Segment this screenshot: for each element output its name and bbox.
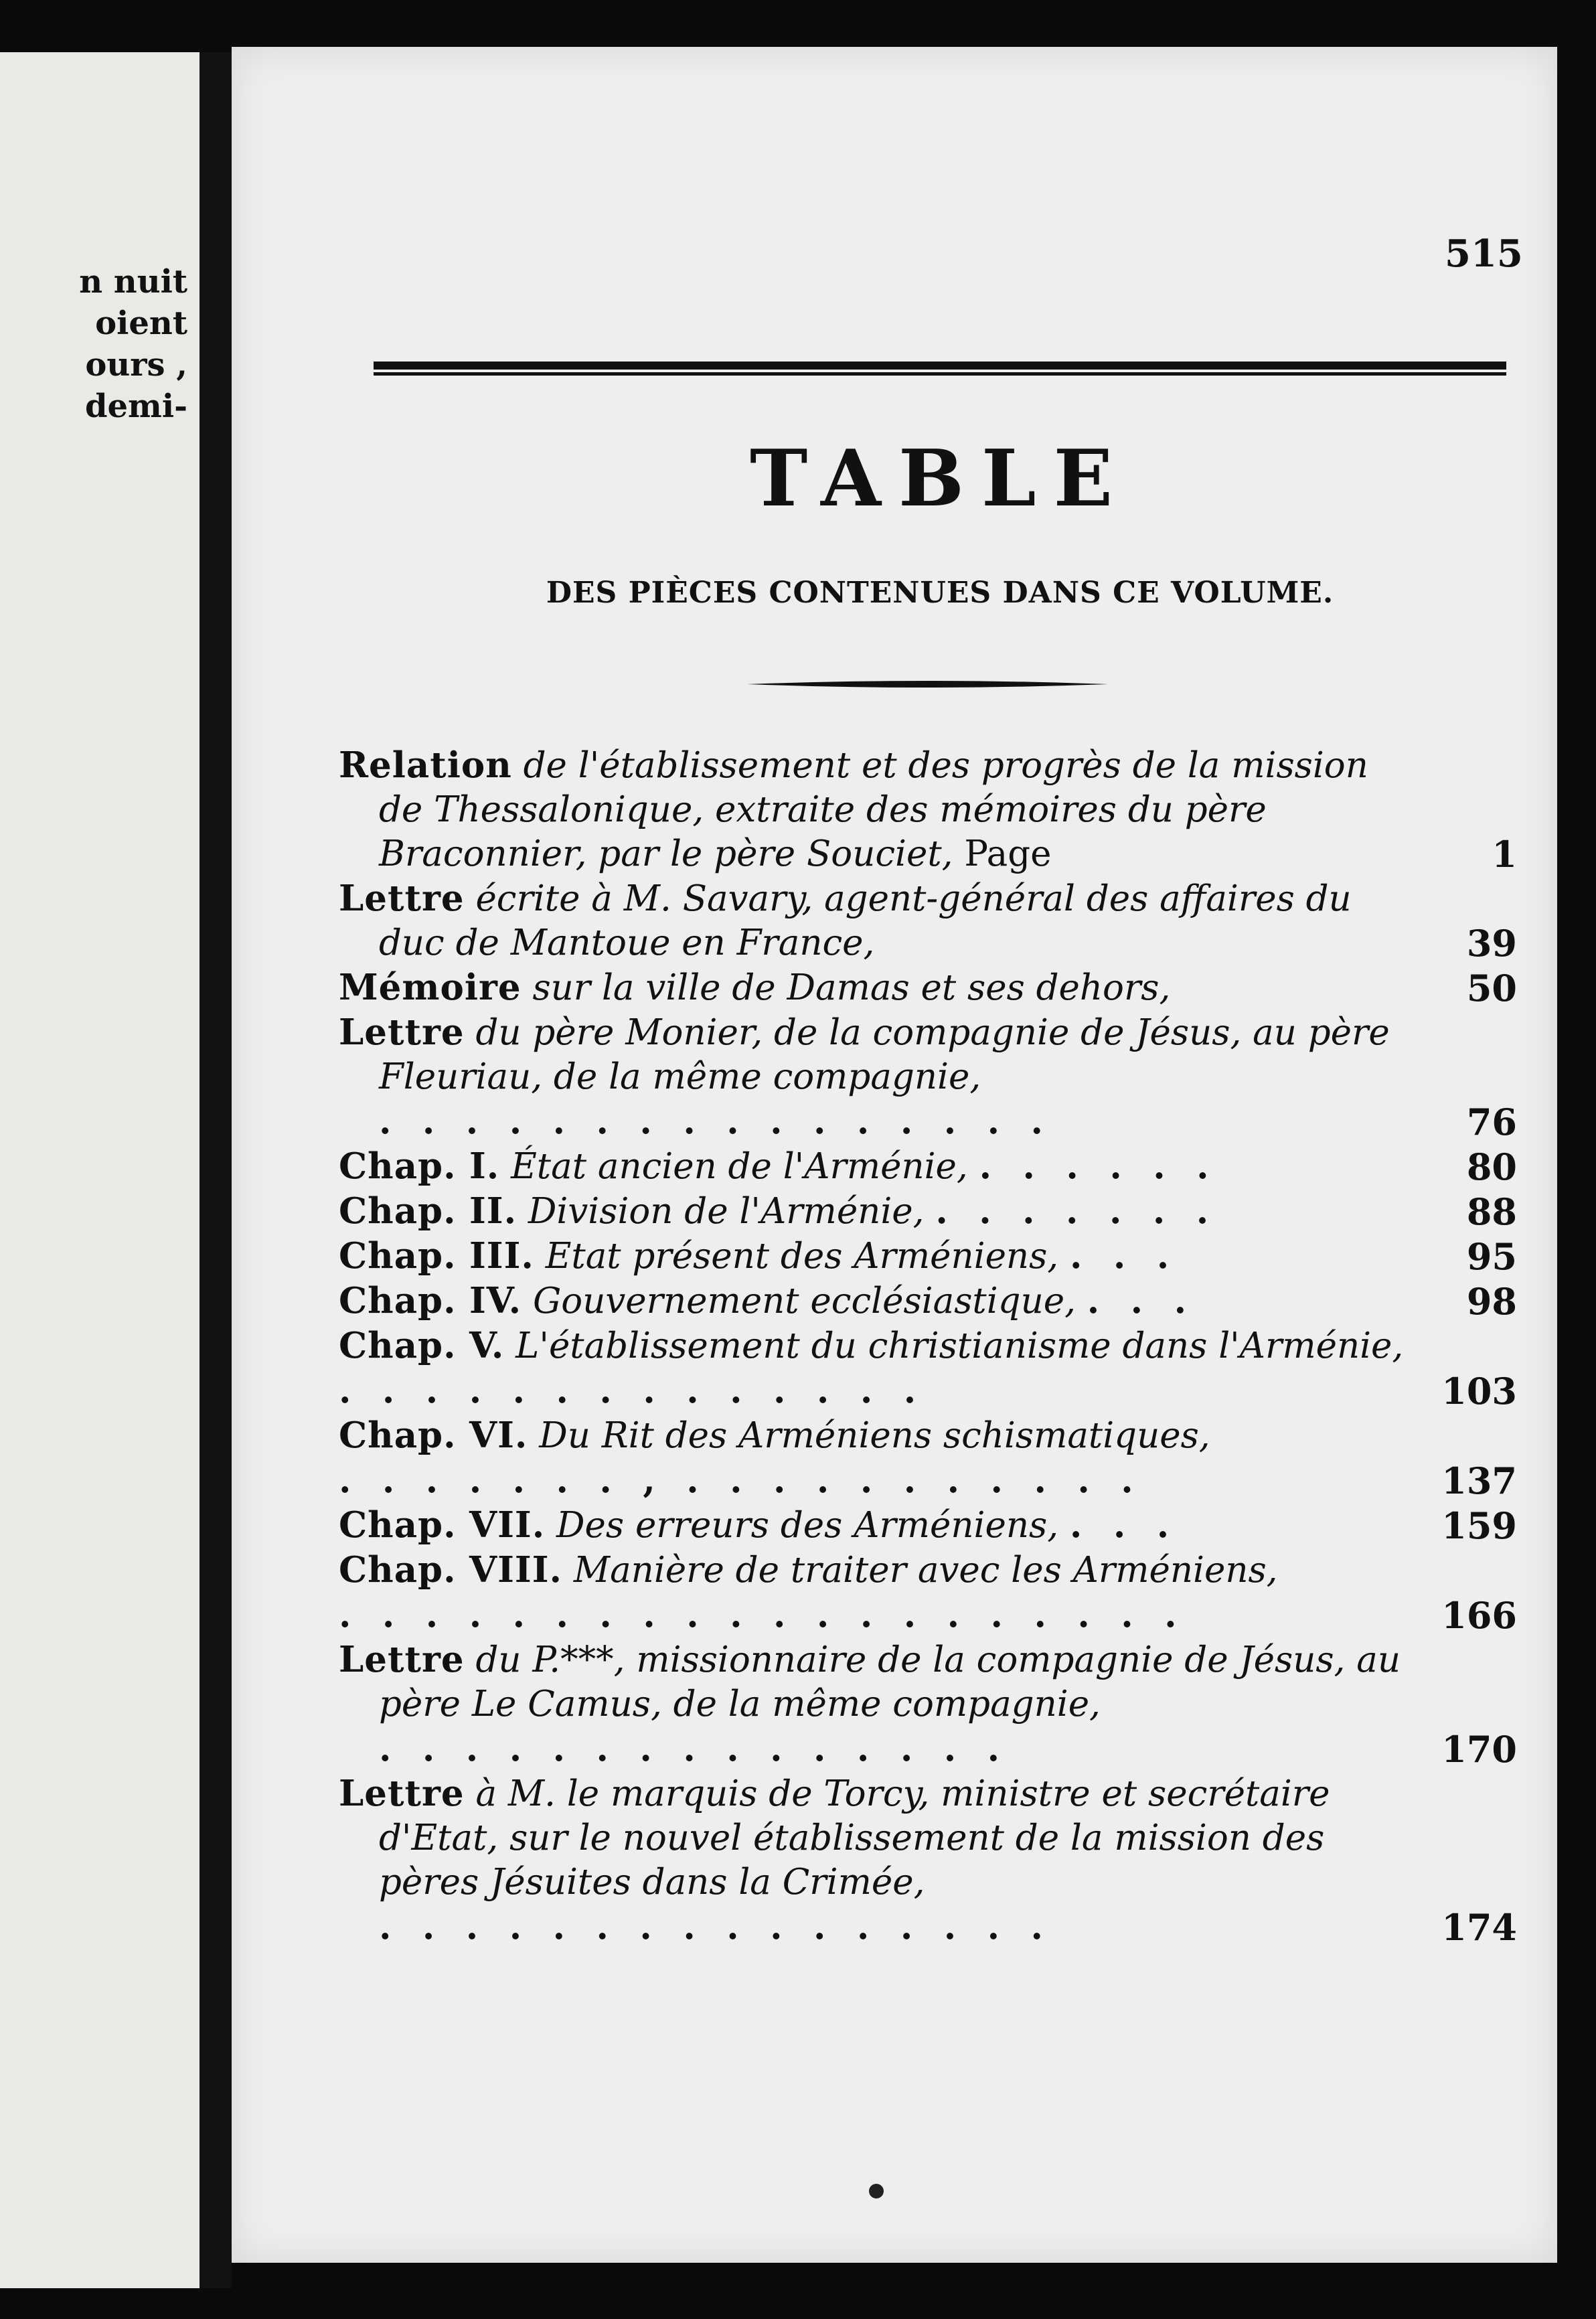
- entry-page-number: 159: [1441, 1504, 1517, 1547]
- ornamental-rule: [747, 679, 1109, 690]
- footer-ornament-dot: [869, 2184, 884, 2198]
- leader-dots: . . . . . . . , . . . . . . . . . . .: [339, 1459, 1143, 1501]
- entry-page-number: 137: [1441, 1459, 1517, 1502]
- entry-page-number: 174: [1441, 1906, 1517, 1949]
- page-number: 515: [1445, 232, 1523, 276]
- entry-page-number: 166: [1441, 1594, 1517, 1637]
- leader-dots: . . . . . . . . . . . . . .: [339, 1370, 926, 1411]
- entry-text: écrite à M. Savary, agent-général des affaires du duc de Mantoue en France,: [379, 878, 1352, 963]
- entry-page-number: 88: [1466, 1190, 1517, 1233]
- entry-page-number: 1: [1492, 833, 1517, 876]
- toc-entry: [339, 1324, 1517, 1413]
- entry-text: à M. le marquis de Torcy, ministre et secrétaire d'Etat, sur le nouvel établissement de la mission des pères Jésuites dans la Crimée,: [379, 1773, 1330, 1903]
- entry-page-number: 76: [1466, 1101, 1517, 1143]
- leader-dots: . . . . . .: [979, 1145, 1218, 1187]
- entry-text: État ancien de l'Arménie,: [499, 1146, 968, 1187]
- left-fragment-line: ours ,: [85, 346, 187, 384]
- entry-text: L'établissement du christianisme dans l'Arménie,: [504, 1326, 1404, 1366]
- left-page-text-fragments: [79, 261, 187, 427]
- left-facing-page: [0, 52, 200, 2288]
- left-fragment-line: oient: [95, 305, 187, 342]
- entry-lead: Relation: [339, 744, 512, 786]
- left-fragment-line: n nuit: [79, 263, 187, 301]
- toc-entry: [339, 1413, 1517, 1503]
- entry-lead: Lettre: [339, 1639, 465, 1680]
- toc-entry: [339, 1144, 1517, 1189]
- page-subtitle: DES PIÈCES CONTENUES DANS CE VOLUME.: [546, 576, 1334, 610]
- toc-entry: [339, 743, 1517, 876]
- toc-entry: [339, 1010, 1517, 1144]
- leader-dots: . . . . . . . . . . . . . . . .: [379, 1101, 1053, 1142]
- entry-lead: Chap. III.: [339, 1235, 534, 1277]
- entry-lead: Lettre: [339, 1012, 465, 1053]
- entry-lead: Lettre: [339, 1773, 465, 1814]
- entry-page-number: 39: [1466, 922, 1517, 965]
- entry-page-number: 95: [1466, 1235, 1517, 1278]
- entry-lead: Chap. V.: [339, 1325, 505, 1366]
- leader-dots: . . .: [1087, 1280, 1196, 1322]
- leader-dots: . . . . . . . . . . . . . . .: [379, 1728, 1010, 1769]
- leader-dots: . . .: [1069, 1504, 1179, 1546]
- entry-text: Du Rit des Arméniens schismatiques,: [528, 1415, 1210, 1456]
- toc-entry: [339, 965, 1517, 1010]
- entry-page-number: 80: [1466, 1145, 1517, 1188]
- entry-lead: Chap. VIII.: [339, 1549, 562, 1591]
- entry-text: sur la ville de Damas et ses dehors,: [521, 967, 1171, 1008]
- header-double-rule: [374, 362, 1506, 376]
- page-title: TABLE: [749, 433, 1130, 524]
- right-page: [232, 47, 1557, 2263]
- entry-lead: Mémoire: [339, 967, 522, 1008]
- toc-entry: [339, 1548, 1517, 1637]
- entry-text: Gouvernement ecclésiastique,: [522, 1281, 1076, 1322]
- entry-lead: Chap. IV.: [339, 1280, 522, 1322]
- toc-entry: [339, 1189, 1517, 1234]
- toc-entry: [339, 1279, 1517, 1324]
- entry-text: Des erreurs des Arméniens,: [545, 1505, 1059, 1546]
- leader-dots: . . . . . . . . . . . . . . . . . . . .: [339, 1594, 1186, 1635]
- leader-dots: . . . . . . . . . . . . . . . .: [379, 1906, 1053, 1947]
- toc-entry: [339, 1234, 1517, 1279]
- entry-lead: Chap. II.: [339, 1190, 517, 1232]
- entry-lead: Lettre: [339, 878, 465, 919]
- page-word: Page: [964, 833, 1052, 874]
- leader-dots: . . .: [1069, 1235, 1179, 1277]
- left-fragment-line: demi-: [84, 388, 187, 425]
- entry-text: du P.***, missionnaire de la compagnie de Jésus, au père Le Camus, de la même compagnie,: [379, 1640, 1401, 1725]
- toc-entry: [339, 876, 1517, 965]
- entry-lead: Chap. I.: [339, 1145, 500, 1187]
- toc-entry: [339, 1637, 1517, 1771]
- entry-text: de l'établissement et des progrès de la mission de Thessalonique, extraite des mémoires du père Braconnier, par le père Souciet,: [379, 745, 1368, 874]
- entry-lead: Chap. VI.: [339, 1415, 528, 1456]
- table-of-contents: [339, 743, 1517, 1949]
- toc-entry: [339, 1771, 1517, 1949]
- leader-dots: . . . . . . .: [935, 1190, 1218, 1232]
- entry-lead: Chap. VII.: [339, 1504, 546, 1546]
- entry-text: Etat présent des Arméniens,: [534, 1236, 1059, 1277]
- entry-page-number: 50: [1466, 967, 1517, 1010]
- entry-page-number: 103: [1441, 1370, 1517, 1413]
- book-gutter: [200, 52, 232, 2288]
- entry-text: Manière de traiter avec les Arméniens,: [562, 1550, 1278, 1591]
- entry-text: du père Monier, de la compagnie de Jésus, au père Fleuriau, de la même compagnie,: [379, 1012, 1390, 1097]
- entry-text: Division de l'Arménie,: [517, 1191, 925, 1232]
- entry-page-number: 98: [1466, 1280, 1517, 1323]
- entry-page-number: 170: [1441, 1728, 1517, 1771]
- toc-entry: [339, 1503, 1517, 1548]
